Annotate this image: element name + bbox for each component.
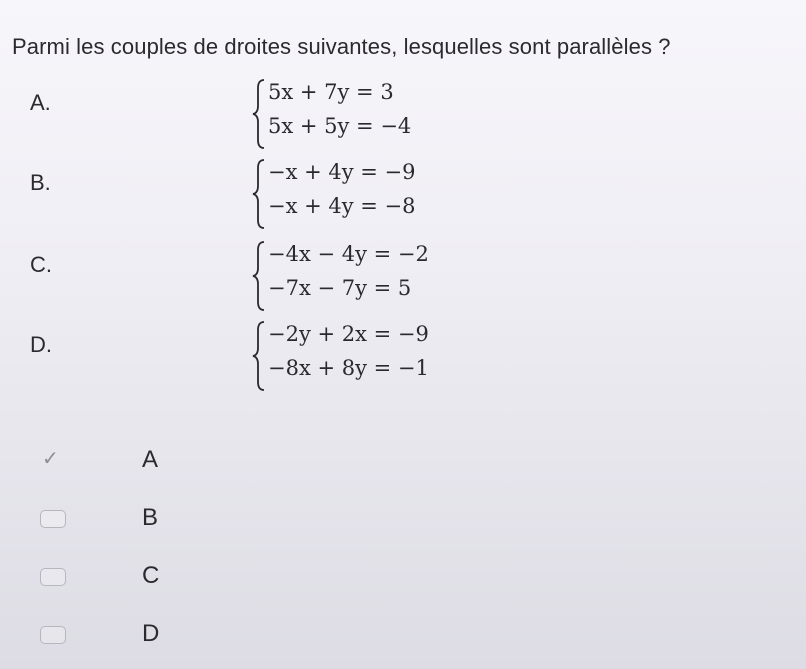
equation-2: −7x − 7y = 5 (268, 276, 412, 300)
answer-choice-a[interactable] (0, 442, 300, 482)
answer-label[interactable]: A (142, 446, 159, 473)
answer-choice-d[interactable] (0, 616, 300, 656)
answer-label[interactable]: C (142, 562, 160, 589)
equation-1: 5x + 7y = 3 (268, 80, 394, 104)
option-a (0, 78, 520, 150)
check-icon[interactable]: ✓ (42, 446, 59, 470)
equation-1: −2y + 2x = −9 (268, 322, 429, 346)
equation-2: −x + 4y = −8 (268, 194, 416, 218)
option-letter: C. (30, 252, 52, 277)
checkbox-icon[interactable] (40, 626, 66, 644)
left-brace-icon (252, 240, 266, 312)
option-letter: A. (30, 90, 51, 115)
option-d (0, 320, 520, 392)
equation-1: −x + 4y = −9 (268, 160, 416, 184)
equation-2: −8x + 8y = −1 (268, 356, 429, 380)
answer-choice-b[interactable] (0, 500, 300, 540)
left-brace-icon (252, 78, 266, 150)
checkbox-icon[interactable] (40, 510, 66, 528)
option-c (0, 240, 520, 312)
equation-1: −4x − 4y = −2 (268, 242, 429, 266)
answer-label[interactable]: B (142, 504, 159, 531)
option-letter: B. (30, 170, 51, 195)
option-letter: D. (30, 332, 52, 357)
left-brace-icon (252, 320, 266, 392)
question-text: Parmi les couples de droites suivantes, lesquelles sont parallèles ? (12, 34, 671, 59)
equation-2: 5x + 5y = −4 (268, 114, 412, 138)
answer-choice-c[interactable] (0, 558, 300, 598)
answer-label[interactable]: D (142, 620, 160, 647)
option-b (0, 158, 520, 230)
left-brace-icon (252, 158, 266, 230)
checkbox-icon[interactable] (40, 568, 66, 586)
